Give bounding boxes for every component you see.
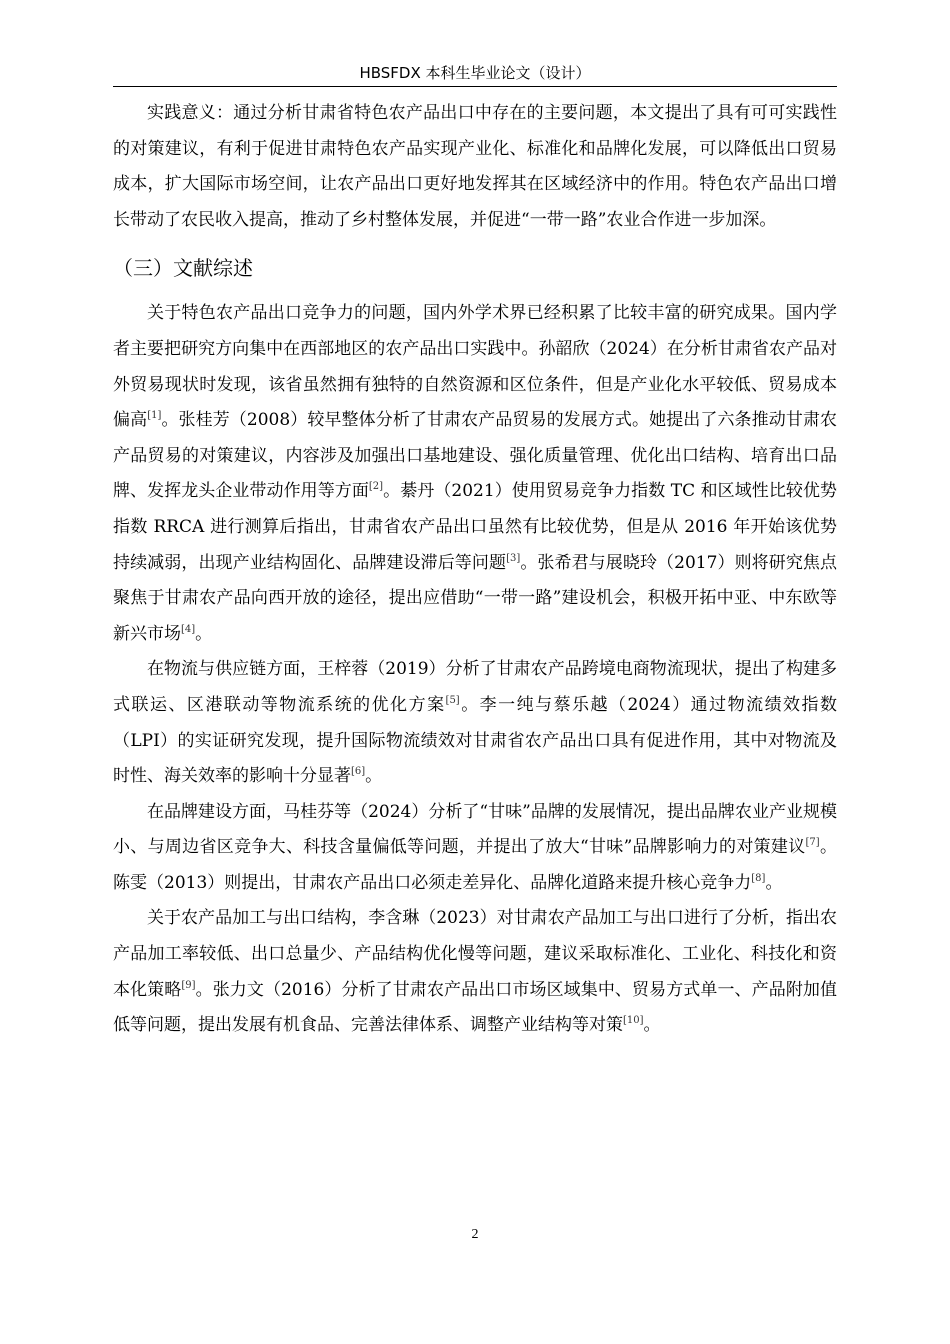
header-title: HBSFDX 本科生毕业论文（设计） (359, 64, 591, 82)
text-segment: 。 (643, 1015, 661, 1036)
page-body (113, 96, 837, 1044)
text-segment: 。张希君与展晓玲（2017）则将研究焦点聚焦于甘肃农产品向西开放的途径，提出应借助“一带一路”建设机会，积极开拓中亚、中东欧等新兴市场 (113, 552, 838, 644)
running-header (113, 62, 837, 87)
citation-9[interactable]: [9] (181, 979, 196, 991)
paragraph-logistics (113, 652, 837, 794)
page-number: 2 (471, 1227, 479, 1242)
text-segment: 在品牌建设方面，马桂芬等（2024）分析了“甘味”品牌的发展情况，提出品牌农业产业规模小、与周边省区竞争大、科技含量偏低等问题，并提出了放大“甘味”品牌影响力的对策建议 (113, 801, 837, 858)
citation-1[interactable]: [1] (147, 410, 162, 422)
citation-3[interactable]: [3] (506, 552, 521, 564)
text-segment: 关于特色农产品出口竞争力的问题，国内外学术界已经积累了比较丰富的研究成果。国内学者主要把研究方向集中在西部地区的农产品出口实践中。孙韶欣（2024）在分析甘肃省农产品对外贸易现状时发现，该省虽然拥有独特的自然资源和区位条件，但是产业化水平较低、贸易成本偏高 (113, 303, 837, 431)
citation-6[interactable]: [6] (351, 766, 366, 778)
section-heading-literature-review: （三）文献综述 (113, 256, 253, 281)
text-segment: 在物流与供应链方面，王梓蓉（2019）分析了甘肃农产品跨境电商物流现状，提出了构建多式联运、区港联动等物流系统的优化方案 (113, 659, 837, 715)
citation-10[interactable]: [10] (623, 1015, 644, 1027)
text-segment: 。陈雯（2013）则提出，甘肃农产品出口必须走差异化、品牌化道路来提升核心竞争力 (113, 837, 837, 893)
citation-2[interactable]: [2] (368, 481, 384, 493)
citation-5[interactable]: [5] (445, 694, 460, 706)
paragraph-branding (113, 795, 837, 902)
text-segment: 。 (195, 623, 213, 644)
paragraph-export-competitiveness (113, 296, 837, 652)
citation-7[interactable]: [7] (805, 837, 820, 849)
text-segment: 。 (365, 766, 383, 787)
text-segment: 。 (765, 872, 783, 893)
text-segment: 关于农产品加工与出口结构，李含琳（2023）对甘肃农产品加工与出口进行了分析，指出农产品加工率较低、出口总量少、产品结构优化慢等问题，建议采取标准化、工业化、科技化和资本化策略 (113, 908, 837, 1000)
text-segment: 。张桂芳（2008）较早整体分析了甘肃农产品贸易的发展方式。她提出了六条推动甘肃农产品贸易的对策建议，内容涉及加强出口基地建设、强化质量管理、优化出口结构、培育出口品牌、发挥龙头企业带动作用等方面 (113, 410, 838, 502)
page-footer (0, 1227, 950, 1243)
paragraph-processing-structure (113, 901, 837, 1043)
text-segment: 。李一纯与蔡乐越（2024）通过物流绩效指数（LPI）的实证研究发现，提升国际物流绩效对甘肃省农产品出口具有促进作用，其中对物流及时性、海关效率的影响十分显著 (113, 694, 838, 787)
text-segment: 。张力文（2016）分析了甘肃农产品出口市场区域集中、贸易方式单一、产品附加值低等问题，提出发展有机食品、完善法律体系、调整产业结构等对策 (113, 979, 837, 1036)
text-segment: 。綦丹（2021）使用贸易竞争力指数 TC 和区域性比较优势指数 RRCA 进行测算后指出，甘肃省农产品出口虽然有比较优势，但是从 2016 年开始该优势持续减弱，出现产业结构固化、品牌建设滞后等问题 (113, 481, 837, 573)
paragraph-practical-significance: 实践意义：通过分析甘肃省特色农产品出口中存在的主要问题，本文提出了具有可可实践性的对策建议，有利于促进甘肃特色农产品实现产业化、标准化和品牌化发展，可以降低出口贸易成本，扩大国际市场空间，让农产品出口更好地发挥其在区域经济中的作用。特色农产品出口增长带动了农民收入提高，推动了乡村整体发展，并促进“一带一路”农业合作进一步加深。 (113, 103, 837, 230)
citation-8[interactable]: [8] (751, 872, 766, 884)
citation-4[interactable]: [4] (181, 623, 196, 635)
